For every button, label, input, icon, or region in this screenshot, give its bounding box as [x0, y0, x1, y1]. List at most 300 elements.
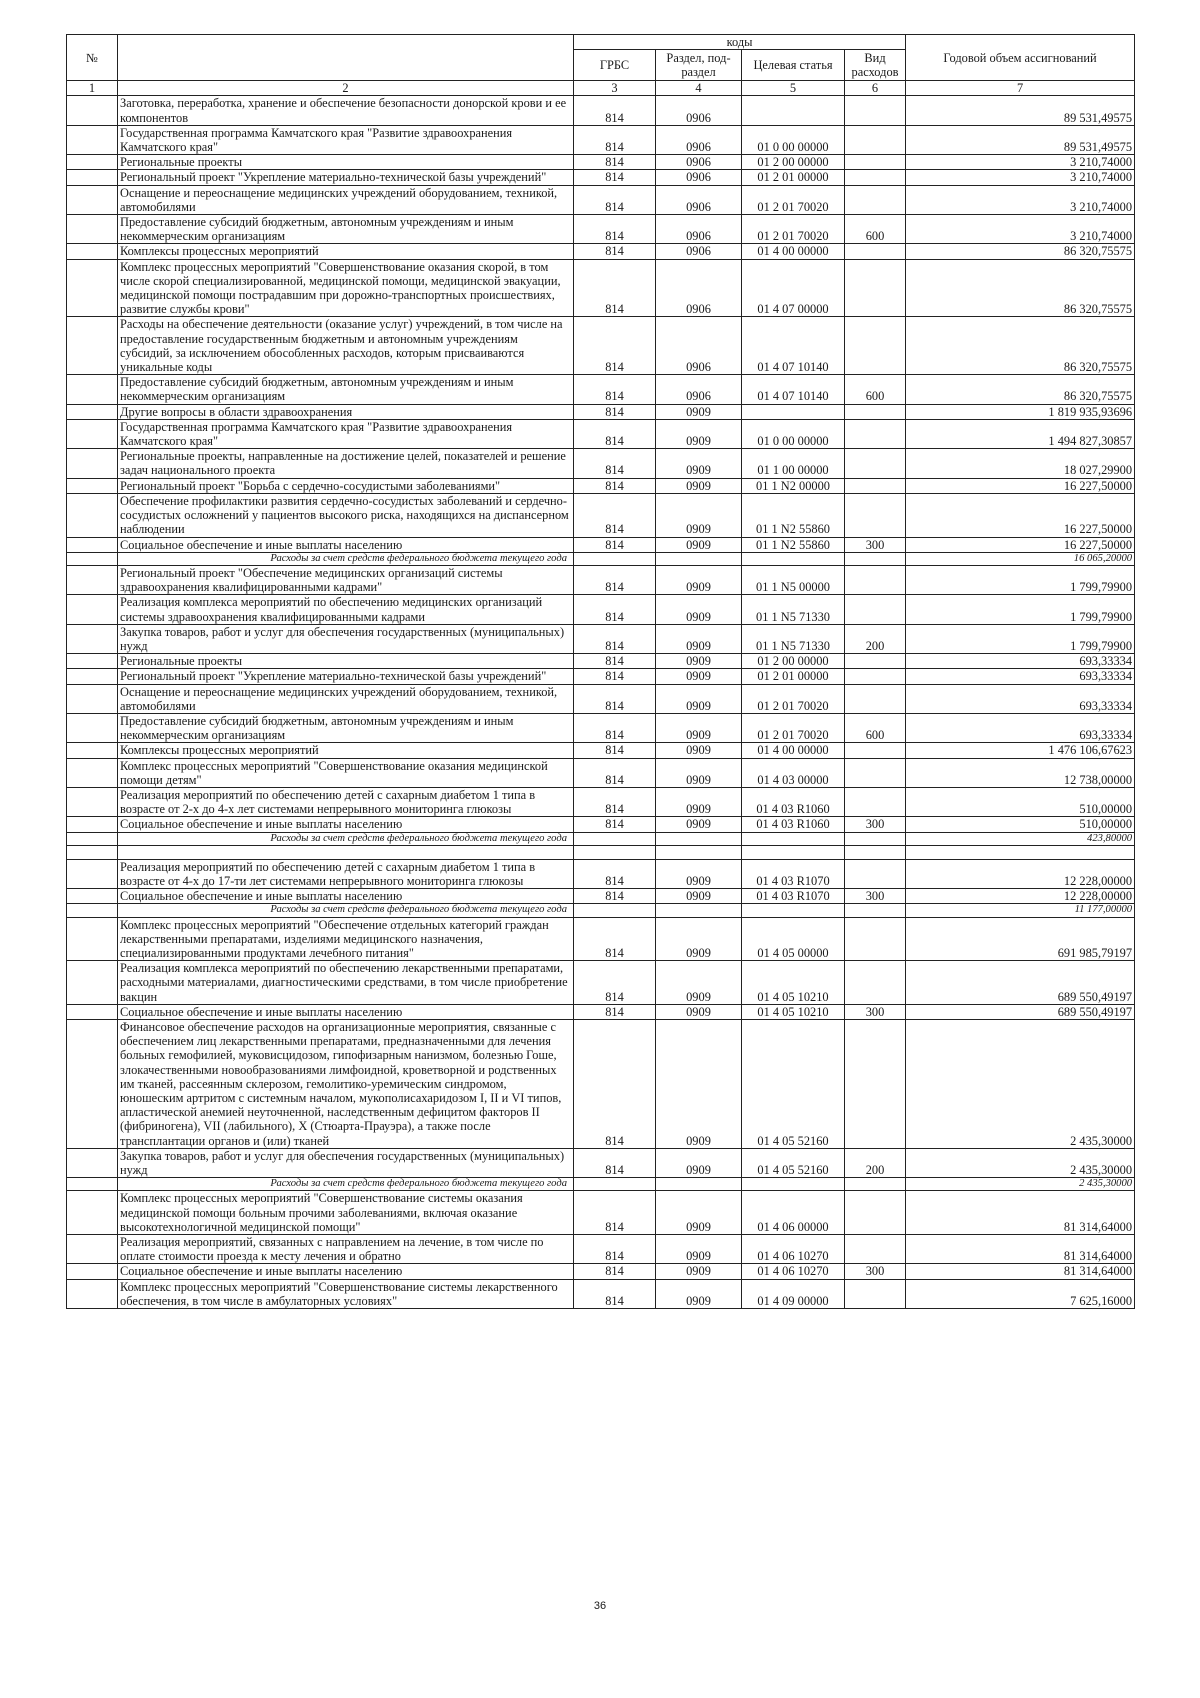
cell-razdel: 0909 — [656, 404, 742, 419]
table-row — [67, 758, 1135, 787]
cell-name: Другие вопросы в области здравоохранения — [118, 404, 574, 419]
cell-amount: 2 435,30000 — [906, 1020, 1135, 1149]
cell-no — [67, 404, 118, 419]
cell-razdel: 0906 — [656, 215, 742, 244]
cell-cs: 01 4 06 00000 — [742, 1191, 845, 1235]
cell-vr — [845, 170, 906, 185]
cell-name — [118, 845, 574, 859]
cell-razdel: 0906 — [656, 155, 742, 170]
cell-no — [67, 787, 118, 816]
cell-razdel: 0909 — [656, 595, 742, 624]
cell-vr — [845, 743, 906, 758]
cell-razdel — [656, 552, 742, 565]
cell-grbs: 814 — [574, 1148, 656, 1177]
cell-no — [67, 859, 118, 888]
cell-vr: 600 — [845, 375, 906, 404]
cell-no — [67, 904, 118, 917]
cell-grbs: 814 — [574, 317, 656, 375]
cell-vr: 300 — [845, 537, 906, 552]
cell-no — [67, 1148, 118, 1177]
cell-name: Реализация комплекса мероприятий по обеспечению лекарственными препаратами, расходными материалами, диагностическими средствами, в том числе приобретение вакцин — [118, 961, 574, 1005]
header-vr: Вид расходов — [845, 50, 906, 81]
cell-grbs — [574, 904, 656, 917]
table-row-blank — [67, 845, 1135, 859]
cell-grbs: 814 — [574, 537, 656, 552]
cell-razdel: 0906 — [656, 96, 742, 125]
cell-no — [67, 537, 118, 552]
cell-amount: 3 210,74000 — [906, 155, 1135, 170]
cell-amount: 689 550,49197 — [906, 961, 1135, 1005]
cell-vr — [845, 654, 906, 669]
table-row — [67, 713, 1135, 742]
cell-amount: 86 320,75575 — [906, 375, 1135, 404]
cell-amount: 693,33334 — [906, 713, 1135, 742]
cell-no — [67, 1191, 118, 1235]
cell-amount: 81 314,64000 — [906, 1235, 1135, 1264]
cell-razdel: 0909 — [656, 537, 742, 552]
cell-cs: 01 4 05 00000 — [742, 917, 845, 961]
cell-grbs: 814 — [574, 917, 656, 961]
cell-vr: 300 — [845, 817, 906, 832]
cell-vr — [845, 1178, 906, 1191]
cell-grbs: 814 — [574, 713, 656, 742]
cell-name: Региональные проекты, направленные на достижение целей, показателей и решение задач национального проекта — [118, 449, 574, 478]
cell-razdel: 0906 — [656, 375, 742, 404]
page-number: 36 — [593, 1600, 607, 1612]
cell-cs — [742, 404, 845, 419]
table-row-federal — [67, 904, 1135, 917]
cell-amount: 12 228,00000 — [906, 859, 1135, 888]
cell-amount: 1 799,79900 — [906, 624, 1135, 653]
cell-vr: 600 — [845, 713, 906, 742]
cell-cs: 01 0 00 00000 — [742, 125, 845, 154]
cell-cs: 01 2 01 70020 — [742, 713, 845, 742]
cell-name: Региональные проекты — [118, 654, 574, 669]
table-row — [67, 565, 1135, 594]
cell-razdel: 0909 — [656, 1004, 742, 1019]
cell-name: Социальное обеспечение и иные выплаты населению — [118, 889, 574, 904]
cell-amount — [906, 845, 1135, 859]
cell-vr: 600 — [845, 215, 906, 244]
cell-amount: 89 531,49575 — [906, 96, 1135, 125]
cell-no — [67, 493, 118, 537]
cell-amount: 12 738,00000 — [906, 758, 1135, 787]
header-grbs: ГРБС — [574, 50, 656, 81]
table-row — [67, 1264, 1135, 1279]
cell-no — [67, 565, 118, 594]
header-row-1 — [67, 35, 1135, 50]
cell-name: Финансовое обеспечение расходов на организационные мероприятия, связанные с обеспечением лиц лекарственными препаратами, предназначенными для лечения больных гемофилией, муковисцидозом, гипофизарным нанизмом, болезнью Гоше, злокачественными новообразованиями лимфоидной, кроветворной и родственных им тканей, рассеянным склерозом, гемолитико-уремическим синдромом, юношеским артритом с системным началом, мукополисахаридозом I, II и VI типов, апластической анемией неуточненной, наследственным дефицитом факторов II (фибриногена), VII (лабильного), X (Стюарта-Прауэра), а также после трансплантации органов и (или) тканей — [118, 1020, 574, 1149]
cell-vr — [845, 904, 906, 917]
table-row — [67, 317, 1135, 375]
table-row — [67, 917, 1135, 961]
cell-cs — [742, 904, 845, 917]
cell-name: Обеспечение профилактики развития сердечно-сосудистых заболеваний и сердечно-сосудистых осложнений у пациентов высокого риска, находящихся на диспансерном наблюдении — [118, 493, 574, 537]
cell-amount: 12 228,00000 — [906, 889, 1135, 904]
cell-amount: 2 435,30000 — [906, 1178, 1135, 1191]
table-row-federal — [67, 1178, 1135, 1191]
table-row-federal — [67, 552, 1135, 565]
cell-grbs: 814 — [574, 565, 656, 594]
cell-name: Предоставление субсидий бюджетным, автономным учреждениям и иным некоммерческим организациям — [118, 713, 574, 742]
table-row — [67, 493, 1135, 537]
cell-grbs: 814 — [574, 859, 656, 888]
col-number: 6 — [845, 81, 906, 96]
cell-vr: 200 — [845, 624, 906, 653]
cell-amount: 86 320,75575 — [906, 259, 1135, 317]
cell-name: Региональный проект "Укрепление материально-технической базы учреждений" — [118, 669, 574, 684]
cell-amount: 81 314,64000 — [906, 1264, 1135, 1279]
cell-grbs: 814 — [574, 1279, 656, 1308]
cell-grbs: 814 — [574, 889, 656, 904]
cell-amount: 1 494 827,30857 — [906, 419, 1135, 448]
cell-amount: 1 799,79900 — [906, 565, 1135, 594]
table-row — [67, 537, 1135, 552]
table-row — [67, 449, 1135, 478]
cell-amount: 1 476 106,67623 — [906, 743, 1135, 758]
table-row — [67, 96, 1135, 125]
table-row — [67, 1020, 1135, 1149]
table-row — [67, 419, 1135, 448]
cell-vr — [845, 155, 906, 170]
cell-vr — [845, 917, 906, 961]
cell-vr — [845, 185, 906, 214]
cell-no — [67, 917, 118, 961]
cell-name: Региональный проект "Обеспечение медицинских организаций системы здравоохранения квалифицированными кадрами" — [118, 565, 574, 594]
cell-grbs: 814 — [574, 155, 656, 170]
cell-vr — [845, 478, 906, 493]
cell-razdel: 0909 — [656, 758, 742, 787]
header-codes: коды — [574, 35, 906, 50]
cell-name: Расходы за счет средств федерального бюджета текущего года — [118, 1178, 574, 1191]
cell-cs: 01 4 03 R1060 — [742, 787, 845, 816]
cell-amount: 16 065,20000 — [906, 552, 1135, 565]
cell-cs: 01 4 07 00000 — [742, 259, 845, 317]
table-row — [67, 185, 1135, 214]
cell-grbs: 814 — [574, 215, 656, 244]
cell-amount: 3 210,74000 — [906, 170, 1135, 185]
cell-name: Предоставление субсидий бюджетным, автономным учреждениям и иным некоммерческим организациям — [118, 375, 574, 404]
cell-razdel: 0909 — [656, 917, 742, 961]
table-row — [67, 1191, 1135, 1235]
cell-vr: 200 — [845, 1148, 906, 1177]
cell-no — [67, 654, 118, 669]
cell-cs: 01 0 00 00000 — [742, 419, 845, 448]
cell-no — [67, 1235, 118, 1264]
cell-no — [67, 713, 118, 742]
cell-name: Предоставление субсидий бюджетным, автономным учреждениям и иным некоммерческим организациям — [118, 215, 574, 244]
cell-cs: 01 1 N2 55860 — [742, 493, 845, 537]
cell-cs: 01 4 03 R1060 — [742, 817, 845, 832]
cell-razdel — [656, 832, 742, 845]
cell-name: Социальное обеспечение и иные выплаты населению — [118, 537, 574, 552]
cell-cs — [742, 1178, 845, 1191]
cell-grbs: 814 — [574, 1264, 656, 1279]
cell-name: Реализация мероприятий по обеспечению детей с сахарным диабетом 1 типа в возрасте от 2-х до 4-х лет системами непрерывного мониторинга глюкозы — [118, 787, 574, 816]
cell-grbs: 814 — [574, 1191, 656, 1235]
cell-cs: 01 1 N2 55860 — [742, 537, 845, 552]
cell-cs: 01 4 05 52160 — [742, 1020, 845, 1149]
cell-razdel: 0906 — [656, 185, 742, 214]
cell-name: Закупка товаров, работ и услуг для обеспечения государственных (муниципальных) нужд — [118, 624, 574, 653]
cell-grbs: 814 — [574, 817, 656, 832]
cell-razdel: 0909 — [656, 1191, 742, 1235]
cell-amount: 16 227,50000 — [906, 537, 1135, 552]
cell-no — [67, 961, 118, 1005]
cell-no — [67, 96, 118, 125]
cell-cs: 01 1 N2 00000 — [742, 478, 845, 493]
cell-grbs: 814 — [574, 185, 656, 214]
header-cs: Целевая статья — [742, 50, 845, 81]
cell-name: Социальное обеспечение и иные выплаты населению — [118, 817, 574, 832]
table-row — [67, 1235, 1135, 1264]
cell-vr — [845, 493, 906, 537]
cell-amount: 691 985,79197 — [906, 917, 1135, 961]
cell-name: Комплекс процессных мероприятий "Совершенствование оказания медицинской помощи детям" — [118, 758, 574, 787]
cell-razdel — [656, 845, 742, 859]
cell-vr — [845, 565, 906, 594]
col-number: 5 — [742, 81, 845, 96]
col-number: 3 — [574, 81, 656, 96]
cell-name: Заготовка, переработка, хранение и обеспечение безопасности донорской крови и ее компонентов — [118, 96, 574, 125]
cell-no — [67, 125, 118, 154]
cell-no — [67, 743, 118, 758]
cell-vr — [845, 684, 906, 713]
header-razdel: Раздел, под-раздел — [656, 50, 742, 81]
table-row — [67, 889, 1135, 904]
cell-vr — [845, 787, 906, 816]
cell-name: Социальное обеспечение и иные выплаты населению — [118, 1264, 574, 1279]
col-number: 4 — [656, 81, 742, 96]
cell-razdel: 0909 — [656, 1279, 742, 1308]
cell-name: Расходы за счет средств федерального бюджета текущего года — [118, 552, 574, 565]
cell-name: Расходы за счет средств федерального бюджета текущего года — [118, 832, 574, 845]
header-amount: Годовой объем ассигнований — [906, 35, 1135, 81]
cell-cs: 01 2 01 70020 — [742, 684, 845, 713]
table-row — [67, 1279, 1135, 1308]
cell-name: Комплексы процессных мероприятий — [118, 743, 574, 758]
cell-amount: 510,00000 — [906, 817, 1135, 832]
cell-no — [67, 419, 118, 448]
cell-no — [67, 1004, 118, 1019]
cell-no — [67, 817, 118, 832]
cell-cs: 01 4 05 52160 — [742, 1148, 845, 1177]
table-row — [67, 787, 1135, 816]
cell-grbs: 814 — [574, 654, 656, 669]
cell-vr — [845, 758, 906, 787]
cell-amount: 423,80000 — [906, 832, 1135, 845]
table-row — [67, 961, 1135, 1005]
cell-grbs: 814 — [574, 758, 656, 787]
cell-cs: 01 2 01 00000 — [742, 669, 845, 684]
cell-name: Оснащение и переоснащение медицинских учреждений оборудованием, техникой, автомобилями — [118, 185, 574, 214]
cell-grbs: 814 — [574, 96, 656, 125]
cell-name: Государственная программа Камчатского края "Развитие здравоохранения Камчатского края" — [118, 419, 574, 448]
cell-name: Реализация мероприятий по обеспечению детей с сахарным диабетом 1 типа в возрасте от 4-х до 17-ти лет системами непрерывного мониторинга глюкозы — [118, 859, 574, 888]
cell-grbs: 814 — [574, 961, 656, 1005]
cell-no — [67, 552, 118, 565]
cell-no — [67, 244, 118, 259]
cell-cs — [742, 96, 845, 125]
cell-cs: 01 4 00 00000 — [742, 743, 845, 758]
cell-vr — [845, 404, 906, 419]
cell-razdel: 0909 — [656, 419, 742, 448]
cell-vr — [845, 552, 906, 565]
cell-vr — [845, 259, 906, 317]
cell-amount: 510,00000 — [906, 787, 1135, 816]
table-row-federal — [67, 832, 1135, 845]
cell-grbs — [574, 845, 656, 859]
col-number: 1 — [67, 81, 118, 96]
cell-amount: 693,33334 — [906, 669, 1135, 684]
cell-vr — [845, 96, 906, 125]
budget-sheet — [66, 34, 1134, 1309]
cell-cs: 01 4 03 00000 — [742, 758, 845, 787]
cell-no — [67, 1020, 118, 1149]
cell-amount: 7 625,16000 — [906, 1279, 1135, 1308]
table-row — [67, 215, 1135, 244]
cell-amount: 16 227,50000 — [906, 493, 1135, 537]
cell-no — [67, 1279, 118, 1308]
cell-vr — [845, 859, 906, 888]
cell-no — [67, 845, 118, 859]
cell-amount: 16 227,50000 — [906, 478, 1135, 493]
cell-name: Региональный проект "Укрепление материально-технической базы учреждений" — [118, 170, 574, 185]
cell-name: Закупка товаров, работ и услуг для обеспечения государственных (муниципальных) нужд — [118, 1148, 574, 1177]
cell-vr — [845, 419, 906, 448]
cell-amount: 18 027,29900 — [906, 449, 1135, 478]
cell-no — [67, 317, 118, 375]
cell-name: Расходы на обеспечение деятельности (оказание услуг) учреждений, в том числе на предоставление государственным бюджетным и автономным учреждениям субсидий, за исключением обособленных расходов, которым присваиваются уникальные коды — [118, 317, 574, 375]
cell-cs: 01 1 N5 71330 — [742, 624, 845, 653]
table-row — [67, 624, 1135, 653]
cell-cs — [742, 845, 845, 859]
cell-cs: 01 4 06 10270 — [742, 1264, 845, 1279]
cell-cs: 01 1 N5 00000 — [742, 565, 845, 594]
cell-no — [67, 595, 118, 624]
cell-grbs: 814 — [574, 404, 656, 419]
cell-amount: 2 435,30000 — [906, 1148, 1135, 1177]
cell-name: Региональные проекты — [118, 155, 574, 170]
cell-razdel: 0906 — [656, 259, 742, 317]
cell-grbs — [574, 832, 656, 845]
cell-grbs: 814 — [574, 684, 656, 713]
cell-razdel: 0909 — [656, 654, 742, 669]
cell-grbs: 814 — [574, 419, 656, 448]
cell-cs: 01 4 06 10270 — [742, 1235, 845, 1264]
budget-table — [66, 34, 1135, 1309]
cell-grbs: 814 — [574, 669, 656, 684]
cell-vr — [845, 449, 906, 478]
cell-amount: 11 177,00000 — [906, 904, 1135, 917]
table-row — [67, 684, 1135, 713]
cell-name: Реализация мероприятий, связанных с направлением на лечение, в том числе по оплате стоимости проезда к месту лечения и обратно — [118, 1235, 574, 1264]
cell-no — [67, 684, 118, 713]
cell-razdel: 0909 — [656, 713, 742, 742]
cell-cs: 01 2 01 00000 — [742, 170, 845, 185]
cell-no — [67, 155, 118, 170]
cell-no — [67, 375, 118, 404]
table-row — [67, 478, 1135, 493]
cell-amount: 689 550,49197 — [906, 1004, 1135, 1019]
table-row — [67, 654, 1135, 669]
cell-grbs: 814 — [574, 244, 656, 259]
cell-vr — [845, 1020, 906, 1149]
cell-name: Социальное обеспечение и иные выплаты населению — [118, 1004, 574, 1019]
cell-cs: 01 4 07 10140 — [742, 375, 845, 404]
cell-razdel: 0909 — [656, 478, 742, 493]
cell-name: Расходы за счет средств федерального бюджета текущего года — [118, 904, 574, 917]
cell-no — [67, 758, 118, 787]
cell-razdel: 0909 — [656, 1020, 742, 1149]
cell-vr — [845, 317, 906, 375]
cell-grbs: 814 — [574, 478, 656, 493]
table-row — [67, 595, 1135, 624]
cell-cs: 01 4 03 R1070 — [742, 889, 845, 904]
cell-razdel: 0909 — [656, 684, 742, 713]
cell-no — [67, 170, 118, 185]
cell-razdel: 0909 — [656, 743, 742, 758]
cell-razdel: 0909 — [656, 1148, 742, 1177]
cell-grbs: 814 — [574, 624, 656, 653]
table-row — [67, 817, 1135, 832]
cell-vr — [845, 845, 906, 859]
cell-no — [67, 1264, 118, 1279]
cell-vr — [845, 595, 906, 624]
cell-amount: 1 819 935,93696 — [906, 404, 1135, 419]
cell-razdel: 0909 — [656, 624, 742, 653]
cell-vr — [845, 1235, 906, 1264]
cell-vr — [845, 125, 906, 154]
cell-no — [67, 624, 118, 653]
cell-cs: 01 2 00 00000 — [742, 654, 845, 669]
cell-name: Комплекс процессных мероприятий "Совершенствование системы лекарственного обеспечения, в том числе в амбулаторных условиях" — [118, 1279, 574, 1308]
cell-razdel: 0906 — [656, 244, 742, 259]
cell-grbs: 814 — [574, 125, 656, 154]
table-row — [67, 259, 1135, 317]
cell-name: Комплексы процессных мероприятий — [118, 244, 574, 259]
cell-razdel: 0906 — [656, 170, 742, 185]
cell-cs: 01 4 05 10210 — [742, 1004, 845, 1019]
cell-cs: 01 4 09 00000 — [742, 1279, 845, 1308]
table-body — [67, 96, 1135, 1309]
cell-cs: 01 4 05 10210 — [742, 961, 845, 1005]
cell-razdel — [656, 904, 742, 917]
cell-cs: 01 4 00 00000 — [742, 244, 845, 259]
cell-amount: 693,33334 — [906, 654, 1135, 669]
cell-amount: 693,33334 — [906, 684, 1135, 713]
cell-grbs: 814 — [574, 493, 656, 537]
cell-name: Государственная программа Камчатского края "Развитие здравоохранения Камчатского края" — [118, 125, 574, 154]
cell-grbs — [574, 1178, 656, 1191]
cell-razdel: 0909 — [656, 787, 742, 816]
cell-amount: 86 320,75575 — [906, 317, 1135, 375]
cell-cs: 01 2 00 00000 — [742, 155, 845, 170]
header-numbers-row — [67, 81, 1135, 96]
cell-no — [67, 478, 118, 493]
cell-grbs: 814 — [574, 449, 656, 478]
cell-razdel: 0909 — [656, 1264, 742, 1279]
cell-cs: 01 4 07 10140 — [742, 317, 845, 375]
cell-razdel: 0909 — [656, 859, 742, 888]
cell-razdel: 0909 — [656, 817, 742, 832]
cell-grbs: 814 — [574, 787, 656, 816]
table-row — [67, 375, 1135, 404]
cell-vr — [845, 1191, 906, 1235]
cell-no — [67, 832, 118, 845]
cell-razdel: 0909 — [656, 889, 742, 904]
cell-vr — [845, 961, 906, 1005]
